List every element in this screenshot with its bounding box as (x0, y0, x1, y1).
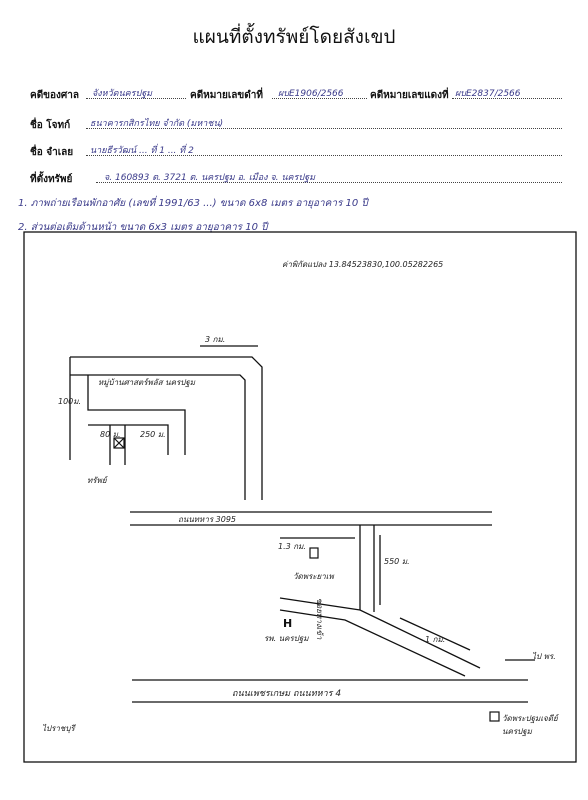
diag-road-upper (280, 598, 480, 668)
small-dist-label: 80 ม. (100, 430, 121, 439)
red-case-label: คดีหมายเลขแดงที่ (370, 90, 449, 101)
coords-label: ค่าพิกัดแปลง 13.84523830,100.05282265 (282, 260, 444, 269)
plaintiff-value: ธนาคารกสิกรไทย จำกัด (มหาชน) (90, 119, 224, 129)
road-top-label: ถนนทหาร 3095 (178, 515, 237, 524)
left-dist-label: 100ม. (58, 397, 82, 406)
hospital-label: รพ. นครปฐม (264, 634, 309, 643)
court-value: จังหวัดนครปฐม (92, 89, 153, 99)
dist-3-label: 1 กม. (425, 635, 446, 644)
defendant-label: ชื่อ จำเลย (30, 147, 74, 158)
court-label: คดีของศาล (30, 90, 79, 101)
property-label: ทรัพย์ (87, 476, 107, 485)
signature-label: วัดพระปฐมเจดีย์ นครปฐม (502, 714, 558, 736)
soi-label: ซอยทางเข้า (315, 598, 324, 640)
page-title: แผนที่ตั้งทรัพย์โดยสังเขป (192, 26, 396, 48)
item-2: 2. ส่วนต่อเติมด้านหน้า ขนาด 6x3 เมตร อายุอาคาร 10 ปี (18, 222, 268, 233)
road-bottom-label: ถนนเพชรเกษม ถนนทหาร 4 (232, 689, 342, 699)
dist-1-label: 1.3 กม. (278, 542, 306, 551)
village-label: หมู่บ้านศาสตร์พลัส นครปฐม (98, 378, 196, 387)
black-case-value: ผบE1906/2566 (278, 89, 344, 99)
location-label: ที่ตั้งทรัพย์ (30, 174, 73, 185)
right-label: ไป พร. (532, 652, 556, 661)
red-case-value: ผบE2837/2566 (455, 89, 521, 99)
stamp-box-icon (490, 712, 499, 721)
hospital-icon: H (283, 617, 293, 630)
item-1: 1. ภาพถ่ายเรือนพักอาศัย (เลขที่ 1991/63 ...) ขนาด 6x8 เมตร อายุอาคาร 10 ปี (18, 198, 368, 209)
wat-label: วัดพระยาเพ (293, 572, 334, 581)
dist-top-label: 3 กม. (205, 335, 226, 344)
black-case-label: คดีหมายเลขดำที่ (190, 90, 263, 101)
location-value: จ. 160893 ต. 3721 ต. นครปฐม อ. เมือง จ. นครปฐม (104, 173, 315, 183)
temple-icon (310, 548, 318, 558)
defendant-value: นายธีรวัฒน์ ... ที่ 1 ... ที่ 2 (90, 146, 194, 156)
map-frame (24, 232, 576, 762)
dist-2-label: 550 ม. (384, 557, 410, 566)
plaintiff-label: ชื่อ โจทก์ (30, 120, 71, 131)
small-dist-2-label: 250 ม. (140, 430, 166, 439)
bottom-left-note: ไปราชบุรี (42, 724, 75, 733)
